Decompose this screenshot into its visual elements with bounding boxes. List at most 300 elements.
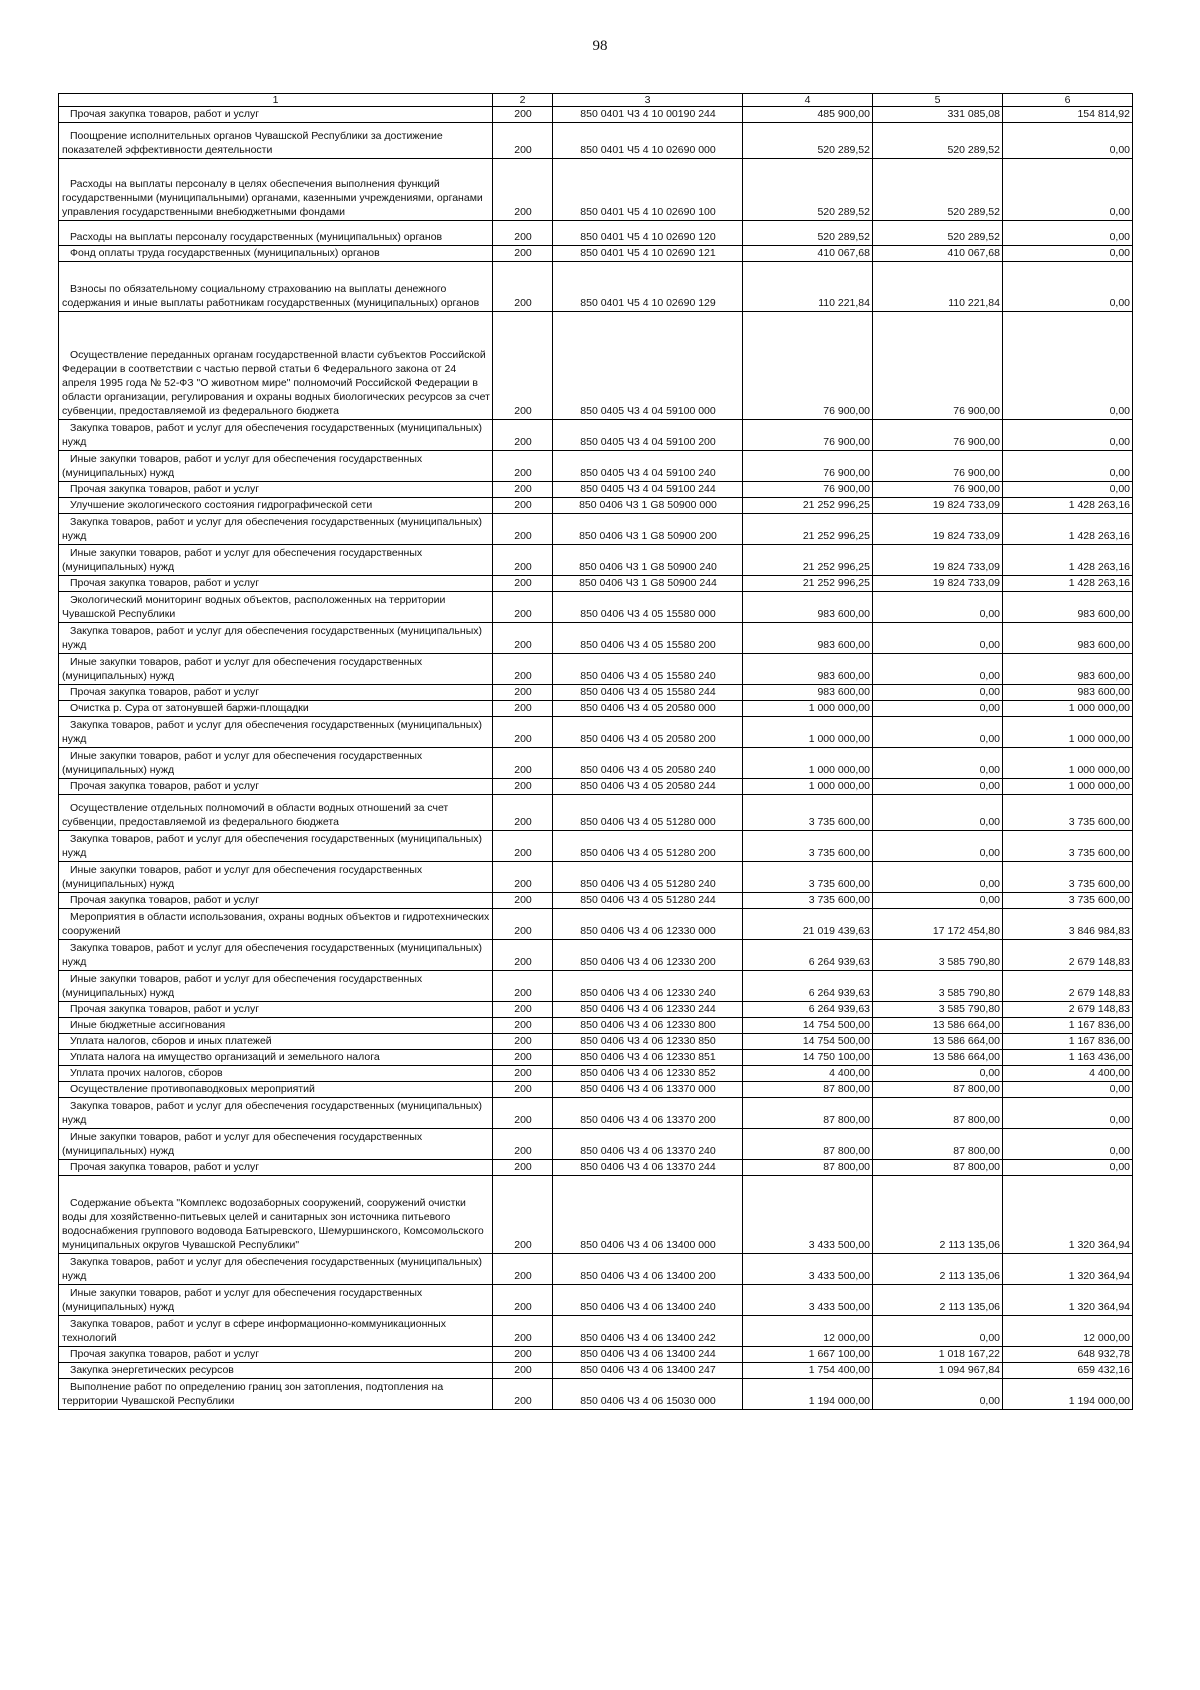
row-plan: 21 252 996,25	[743, 514, 873, 545]
row-kbk: 850 0405 Ч3 4 04 59100 240	[553, 451, 743, 482]
table-row	[59, 1002, 1133, 1018]
budget-table	[58, 93, 1133, 1410]
table-row	[59, 246, 1133, 262]
row-name: Уплата прочих налогов, сборов	[59, 1066, 493, 1082]
row-exec: 0,00	[873, 701, 1003, 717]
row-code: 200	[493, 592, 553, 623]
row-kbk: 850 0406 Ч3 4 06 13400 240	[553, 1285, 743, 1316]
row-name: Прочая закупка товаров, работ и услуг	[59, 107, 493, 123]
row-rest: 1 320 364,94	[1003, 1254, 1133, 1285]
row-kbk: 850 0405 Ч3 4 04 59100 244	[553, 482, 743, 498]
table-row	[59, 312, 1133, 420]
row-plan: 520 289,52	[743, 221, 873, 246]
row-plan: 21 252 996,25	[743, 545, 873, 576]
row-code: 200	[493, 1285, 553, 1316]
row-rest: 1 194 000,00	[1003, 1379, 1133, 1410]
row-plan: 21 252 996,25	[743, 498, 873, 514]
row-kbk: 850 0401 Ч5 4 10 02690 129	[553, 262, 743, 312]
row-rest: 0,00	[1003, 246, 1133, 262]
row-name: Прочая закупка товаров, работ и услуг	[59, 685, 493, 701]
row-plan: 87 800,00	[743, 1098, 873, 1129]
row-kbk: 850 0401 Ч5 4 10 02690 120	[553, 221, 743, 246]
row-exec: 19 824 733,09	[873, 576, 1003, 592]
row-kbk: 850 0406 Ч3 4 05 51280 200	[553, 831, 743, 862]
row-plan: 6 264 939,63	[743, 1002, 873, 1018]
row-name: Прочая закупка товаров, работ и услуг	[59, 482, 493, 498]
row-rest: 983 600,00	[1003, 654, 1133, 685]
table-row	[59, 1379, 1133, 1410]
row-kbk: 850 0406 Ч3 1 G8 50900 244	[553, 576, 743, 592]
table-row	[59, 654, 1133, 685]
row-rest: 1 428 263,16	[1003, 514, 1133, 545]
row-code: 200	[493, 623, 553, 654]
row-name: Расходы на выплаты персоналу государственных (муниципальных) органов	[59, 221, 493, 246]
row-code: 200	[493, 262, 553, 312]
row-code: 200	[493, 795, 553, 831]
row-exec: 2 113 135,06	[873, 1285, 1003, 1316]
row-code: 200	[493, 779, 553, 795]
row-name: Иные бюджетные ассигнования	[59, 1018, 493, 1034]
row-kbk: 850 0406 Ч3 4 05 15580 200	[553, 623, 743, 654]
row-kbk: 850 0406 Ч3 4 05 15580 000	[553, 592, 743, 623]
row-kbk: 850 0405 Ч3 4 04 59100 000	[553, 312, 743, 420]
header-col-6: 6	[1003, 94, 1133, 107]
row-rest: 1 000 000,00	[1003, 748, 1133, 779]
table-row	[59, 1018, 1133, 1034]
row-name: Закупка товаров, работ и услуг для обеспечения государственных (муниципальных) нужд	[59, 1254, 493, 1285]
row-exec: 87 800,00	[873, 1098, 1003, 1129]
row-rest: 3 735 600,00	[1003, 893, 1133, 909]
row-rest: 4 400,00	[1003, 1066, 1133, 1082]
row-exec: 110 221,84	[873, 262, 1003, 312]
row-exec: 0,00	[873, 654, 1003, 685]
row-name: Прочая закупка товаров, работ и услуг	[59, 576, 493, 592]
row-name: Мероприятия в области использования, охраны водных объектов и гидротехнических сооружений	[59, 909, 493, 940]
row-exec: 0,00	[873, 862, 1003, 893]
row-rest: 3 735 600,00	[1003, 831, 1133, 862]
row-code: 200	[493, 545, 553, 576]
header-col-5: 5	[873, 94, 1003, 107]
row-plan: 87 800,00	[743, 1082, 873, 1098]
row-name: Иные закупки товаров, работ и услуг для обеспечения государственных (муниципальных) нужд	[59, 545, 493, 576]
row-exec: 0,00	[873, 1066, 1003, 1082]
row-exec: 17 172 454,80	[873, 909, 1003, 940]
row-code: 200	[493, 717, 553, 748]
table-row	[59, 592, 1133, 623]
table-row	[59, 701, 1133, 717]
row-name: Уплата налогов, сборов и иных платежей	[59, 1034, 493, 1050]
row-name: Содержание объекта "Комплекс водозаборных сооружений, сооружений очистки воды для хозяйственно-питьевых целей и санитарных зон источника питьевого водоснабжения группового водовода Батыревского, Шемуршинского, Комсомольского муниципальных округов Чувашской Республики"	[59, 1176, 493, 1254]
row-rest: 0,00	[1003, 451, 1133, 482]
table-row	[59, 420, 1133, 451]
row-code: 200	[493, 1034, 553, 1050]
row-code: 200	[493, 576, 553, 592]
row-exec: 0,00	[873, 623, 1003, 654]
row-name: Выполнение работ по определению границ зон затопления, подтопления на территории Чувашской Республики	[59, 1379, 493, 1410]
row-kbk: 850 0406 Ч3 4 05 51280 244	[553, 893, 743, 909]
row-rest: 0,00	[1003, 1098, 1133, 1129]
row-plan: 110 221,84	[743, 262, 873, 312]
row-name: Расходы на выплаты персоналу в целях обеспечения выполнения функций государственными (муниципальными) органами, казенными учреждениями, органами управления государственными внебюджетными фондами	[59, 159, 493, 221]
row-exec: 520 289,52	[873, 159, 1003, 221]
row-code: 200	[493, 1082, 553, 1098]
row-kbk: 850 0406 Ч3 4 05 20580 200	[553, 717, 743, 748]
row-kbk: 850 0406 Ч3 4 06 13400 000	[553, 1176, 743, 1254]
row-exec: 87 800,00	[873, 1160, 1003, 1176]
row-code: 200	[493, 159, 553, 221]
row-plan: 983 600,00	[743, 685, 873, 701]
row-kbk: 850 0406 Ч3 1 G8 50900 000	[553, 498, 743, 514]
row-plan: 3 433 500,00	[743, 1285, 873, 1316]
row-rest: 0,00	[1003, 312, 1133, 420]
row-plan: 14 754 500,00	[743, 1018, 873, 1034]
row-exec: 3 585 790,80	[873, 1002, 1003, 1018]
row-kbk: 850 0406 Ч3 4 06 12330 852	[553, 1066, 743, 1082]
row-plan: 76 900,00	[743, 482, 873, 498]
row-code: 200	[493, 312, 553, 420]
table-row	[59, 262, 1133, 312]
row-kbk: 850 0401 Ч5 4 10 02690 121	[553, 246, 743, 262]
row-exec: 19 824 733,09	[873, 498, 1003, 514]
table-row	[59, 159, 1133, 221]
table-row	[59, 482, 1133, 498]
row-kbk: 850 0406 Ч3 4 05 20580 240	[553, 748, 743, 779]
row-code: 200	[493, 123, 553, 159]
row-plan: 76 900,00	[743, 312, 873, 420]
row-kbk: 850 0406 Ч3 4 05 51280 240	[553, 862, 743, 893]
table-row	[59, 862, 1133, 893]
row-name: Экологический мониторинг водных объектов, расположенных на территории Чувашской Республики	[59, 592, 493, 623]
row-rest: 0,00	[1003, 262, 1133, 312]
row-rest: 3 846 984,83	[1003, 909, 1133, 940]
table-row	[59, 1160, 1133, 1176]
row-name: Улучшение экологического состояния гидрографической сети	[59, 498, 493, 514]
row-code: 200	[493, 909, 553, 940]
row-exec: 0,00	[873, 685, 1003, 701]
row-kbk: 850 0406 Ч3 4 06 13370 240	[553, 1129, 743, 1160]
row-plan: 21 019 439,63	[743, 909, 873, 940]
row-exec: 76 900,00	[873, 482, 1003, 498]
table-row	[59, 576, 1133, 592]
row-plan: 1 754 400,00	[743, 1363, 873, 1379]
row-code: 200	[493, 748, 553, 779]
table-row	[59, 795, 1133, 831]
row-plan: 14 754 500,00	[743, 1034, 873, 1050]
row-code: 200	[493, 1160, 553, 1176]
row-exec: 76 900,00	[873, 312, 1003, 420]
row-kbk: 850 0405 Ч3 4 04 59100 200	[553, 420, 743, 451]
row-name: Фонд оплаты труда государственных (муниципальных) органов	[59, 246, 493, 262]
row-rest: 12 000,00	[1003, 1316, 1133, 1347]
row-plan: 520 289,52	[743, 159, 873, 221]
table-row	[59, 971, 1133, 1002]
row-plan: 1 000 000,00	[743, 748, 873, 779]
row-rest: 1 320 364,94	[1003, 1285, 1133, 1316]
row-rest: 0,00	[1003, 1129, 1133, 1160]
row-rest: 1 428 263,16	[1003, 576, 1133, 592]
row-plan: 12 000,00	[743, 1316, 873, 1347]
row-rest: 1 320 364,94	[1003, 1176, 1133, 1254]
page-number: 98	[592, 38, 608, 54]
row-kbk: 850 0406 Ч3 4 06 13400 200	[553, 1254, 743, 1285]
row-code: 200	[493, 420, 553, 451]
table-row	[59, 893, 1133, 909]
row-kbk: 850 0406 Ч3 4 06 13400 244	[553, 1347, 743, 1363]
row-exec: 76 900,00	[873, 451, 1003, 482]
row-exec: 520 289,52	[873, 123, 1003, 159]
row-exec: 0,00	[873, 592, 1003, 623]
row-code: 200	[493, 1066, 553, 1082]
row-exec: 3 585 790,80	[873, 971, 1003, 1002]
row-name: Закупка товаров, работ и услуг для обеспечения государственных (муниципальных) нужд	[59, 940, 493, 971]
row-plan: 3 433 500,00	[743, 1176, 873, 1254]
row-rest: 0,00	[1003, 420, 1133, 451]
row-name: Осуществление противопаводковых мероприятий	[59, 1082, 493, 1098]
row-kbk: 850 0406 Ч3 4 06 12330 200	[553, 940, 743, 971]
row-kbk: 850 0406 Ч3 4 06 12330 240	[553, 971, 743, 1002]
table-row	[59, 748, 1133, 779]
row-plan: 21 252 996,25	[743, 576, 873, 592]
row-rest: 983 600,00	[1003, 685, 1133, 701]
row-code: 200	[493, 831, 553, 862]
row-kbk: 850 0406 Ч3 4 05 20580 244	[553, 779, 743, 795]
row-rest: 648 932,78	[1003, 1347, 1133, 1363]
row-kbk: 850 0401 Ч3 4 10 00190 244	[553, 107, 743, 123]
row-kbk: 850 0406 Ч3 4 06 13370 000	[553, 1082, 743, 1098]
row-kbk: 850 0406 Ч3 4 06 13370 200	[553, 1098, 743, 1129]
row-kbk: 850 0406 Ч3 4 05 20580 000	[553, 701, 743, 717]
row-code: 200	[493, 1363, 553, 1379]
row-name: Иные закупки товаров, работ и услуг для обеспечения государственных (муниципальных) нужд	[59, 451, 493, 482]
table-row	[59, 623, 1133, 654]
row-plan: 3 735 600,00	[743, 893, 873, 909]
row-plan: 3 433 500,00	[743, 1254, 873, 1285]
row-code: 200	[493, 221, 553, 246]
row-code: 200	[493, 685, 553, 701]
row-name: Закупка товаров, работ и услуг в сфере информационно-коммуникационных технологий	[59, 1316, 493, 1347]
row-rest: 2 679 148,83	[1003, 1002, 1133, 1018]
row-plan: 983 600,00	[743, 623, 873, 654]
row-name: Прочая закупка товаров, работ и услуг	[59, 1347, 493, 1363]
row-code: 200	[493, 246, 553, 262]
table-row	[59, 1285, 1133, 1316]
row-code: 200	[493, 1254, 553, 1285]
row-name: Иные закупки товаров, работ и услуг для обеспечения государственных (муниципальных) нужд	[59, 1285, 493, 1316]
table-row	[59, 123, 1133, 159]
row-rest: 1 167 836,00	[1003, 1018, 1133, 1034]
table-row	[59, 1098, 1133, 1129]
table-row	[59, 1129, 1133, 1160]
row-name: Осуществление отдельных полномочий в области водных отношений за счет субвенции, предоставляемой из федерального бюджета	[59, 795, 493, 831]
row-code: 200	[493, 1018, 553, 1034]
row-rest: 3 735 600,00	[1003, 862, 1133, 893]
row-rest: 1 428 263,16	[1003, 545, 1133, 576]
row-exec: 87 800,00	[873, 1129, 1003, 1160]
row-plan: 3 735 600,00	[743, 831, 873, 862]
row-plan: 87 800,00	[743, 1160, 873, 1176]
row-plan: 6 264 939,63	[743, 940, 873, 971]
row-code: 200	[493, 1050, 553, 1066]
row-rest: 0,00	[1003, 1082, 1133, 1098]
row-rest: 0,00	[1003, 1160, 1133, 1176]
row-code: 200	[493, 1176, 553, 1254]
row-name: Закупка товаров, работ и услуг для обеспечения государственных (муниципальных) нужд	[59, 514, 493, 545]
row-rest: 1 428 263,16	[1003, 498, 1133, 514]
row-exec: 0,00	[873, 1316, 1003, 1347]
row-plan: 14 750 100,00	[743, 1050, 873, 1066]
row-rest: 0,00	[1003, 482, 1133, 498]
row-exec: 1 094 967,84	[873, 1363, 1003, 1379]
table-row	[59, 1176, 1133, 1254]
row-exec: 13 586 664,00	[873, 1018, 1003, 1034]
row-exec: 3 585 790,80	[873, 940, 1003, 971]
header-row	[59, 94, 1133, 107]
row-name: Закупка товаров, работ и услуг для обеспечения государственных (муниципальных) нужд	[59, 1098, 493, 1129]
row-name: Прочая закупка товаров, работ и услуг	[59, 893, 493, 909]
row-rest: 0,00	[1003, 159, 1133, 221]
row-rest: 0,00	[1003, 221, 1133, 246]
table-row	[59, 514, 1133, 545]
row-name: Прочая закупка товаров, работ и услуг	[59, 1002, 493, 1018]
row-code: 200	[493, 940, 553, 971]
row-rest: 1 167 836,00	[1003, 1034, 1133, 1050]
row-name: Уплата налога на имущество организаций и земельного налога	[59, 1050, 493, 1066]
table-row	[59, 940, 1133, 971]
header-col-3: 3	[553, 94, 743, 107]
row-kbk: 850 0406 Ч3 4 06 12330 851	[553, 1050, 743, 1066]
row-kbk: 850 0406 Ч3 4 06 13400 247	[553, 1363, 743, 1379]
row-rest: 0,00	[1003, 123, 1133, 159]
row-kbk: 850 0406 Ч3 1 G8 50900 200	[553, 514, 743, 545]
row-name: Закупка товаров, работ и услуг для обеспечения государственных (муниципальных) нужд	[59, 831, 493, 862]
row-exec: 1 018 167,22	[873, 1347, 1003, 1363]
table-row	[59, 1347, 1133, 1363]
row-name: Закупка товаров, работ и услуг для обеспечения государственных (муниципальных) нужд	[59, 420, 493, 451]
row-exec: 0,00	[873, 795, 1003, 831]
row-exec: 0,00	[873, 831, 1003, 862]
table-row	[59, 1050, 1133, 1066]
row-name: Закупка товаров, работ и услуг для обеспечения государственных (муниципальных) нужд	[59, 717, 493, 748]
row-name: Иные закупки товаров, работ и услуг для обеспечения государственных (муниципальных) нужд	[59, 748, 493, 779]
row-name: Закупка энергетических ресурсов	[59, 1363, 493, 1379]
header-col-1: 1	[59, 94, 493, 107]
row-name: Иные закупки товаров, работ и услуг для обеспечения государственных (муниципальных) нужд	[59, 862, 493, 893]
row-exec: 87 800,00	[873, 1082, 1003, 1098]
row-kbk: 850 0406 Ч3 1 G8 50900 240	[553, 545, 743, 576]
header-col-4: 4	[743, 94, 873, 107]
row-code: 200	[493, 1379, 553, 1410]
row-exec: 0,00	[873, 779, 1003, 795]
row-plan: 983 600,00	[743, 654, 873, 685]
row-plan: 1 194 000,00	[743, 1379, 873, 1410]
row-plan: 76 900,00	[743, 451, 873, 482]
table-row	[59, 1034, 1133, 1050]
row-code: 200	[493, 1129, 553, 1160]
row-rest: 2 679 148,83	[1003, 971, 1133, 1002]
row-plan: 76 900,00	[743, 420, 873, 451]
row-name: Закупка товаров, работ и услуг для обеспечения государственных (муниципальных) нужд	[59, 623, 493, 654]
table-row	[59, 1316, 1133, 1347]
table-row	[59, 451, 1133, 482]
row-name: Прочая закупка товаров, работ и услуг	[59, 779, 493, 795]
row-name: Взносы по обязательному социальному страхованию на выплаты денежного содержания и иные выплаты работникам государственных (муниципальных) органов	[59, 262, 493, 312]
table-row	[59, 545, 1133, 576]
table-row	[59, 107, 1133, 123]
row-exec: 2 113 135,06	[873, 1176, 1003, 1254]
row-plan: 1 000 000,00	[743, 779, 873, 795]
table-row	[59, 717, 1133, 748]
table-row	[59, 831, 1133, 862]
row-kbk: 850 0406 Ч3 4 06 13400 242	[553, 1316, 743, 1347]
row-plan: 983 600,00	[743, 592, 873, 623]
row-kbk: 850 0406 Ч3 4 06 12330 244	[553, 1002, 743, 1018]
row-plan: 4 400,00	[743, 1066, 873, 1082]
row-code: 200	[493, 893, 553, 909]
row-code: 200	[493, 1316, 553, 1347]
row-kbk: 850 0406 Ч3 4 05 51280 000	[553, 795, 743, 831]
row-kbk: 850 0406 Ч3 4 06 12330 850	[553, 1034, 743, 1050]
row-exec: 0,00	[873, 748, 1003, 779]
row-name: Иные закупки товаров, работ и услуг для обеспечения государственных (муниципальных) нужд	[59, 654, 493, 685]
row-kbk: 850 0406 Ч3 4 05 15580 240	[553, 654, 743, 685]
row-rest: 659 432,16	[1003, 1363, 1133, 1379]
row-rest: 1 000 000,00	[1003, 717, 1133, 748]
table-row	[59, 498, 1133, 514]
row-code: 200	[493, 1002, 553, 1018]
row-plan: 3 735 600,00	[743, 795, 873, 831]
row-name: Прочая закупка товаров, работ и услуг	[59, 1160, 493, 1176]
row-rest: 1 000 000,00	[1003, 779, 1133, 795]
row-code: 200	[493, 862, 553, 893]
row-exec: 76 900,00	[873, 420, 1003, 451]
row-rest: 983 600,00	[1003, 623, 1133, 654]
row-name: Иные закупки товаров, работ и услуг для обеспечения государственных (муниципальных) нужд	[59, 1129, 493, 1160]
row-code: 200	[493, 498, 553, 514]
row-exec: 410 067,68	[873, 246, 1003, 262]
row-kbk: 850 0401 Ч5 4 10 02690 000	[553, 123, 743, 159]
row-rest: 2 679 148,83	[1003, 940, 1133, 971]
row-code: 200	[493, 107, 553, 123]
row-plan: 485 900,00	[743, 107, 873, 123]
row-exec: 0,00	[873, 1379, 1003, 1410]
row-plan: 87 800,00	[743, 1129, 873, 1160]
row-rest: 983 600,00	[1003, 592, 1133, 623]
row-code: 200	[493, 451, 553, 482]
row-kbk: 850 0401 Ч5 4 10 02690 100	[553, 159, 743, 221]
row-plan: 1 000 000,00	[743, 701, 873, 717]
row-plan: 520 289,52	[743, 123, 873, 159]
row-name: Осуществление переданных органам государственной власти субъектов Российской Федерации в соответствии с частью первой статьи 6 Федерального закона от 24 апреля 1995 года № 52-ФЗ "О животном мире" полномочий Российской Федерации в области организации, регулирования и охраны водных биологических ресурсов за счет субвенции, предоставляемой из федерального бюджета	[59, 312, 493, 420]
row-plan: 1 667 100,00	[743, 1347, 873, 1363]
row-exec: 13 586 664,00	[873, 1050, 1003, 1066]
row-name: Иные закупки товаров, работ и услуг для обеспечения государственных (муниципальных) нужд	[59, 971, 493, 1002]
row-plan: 6 264 939,63	[743, 971, 873, 1002]
table-row	[59, 685, 1133, 701]
header-col-2: 2	[493, 94, 553, 107]
row-exec: 19 824 733,09	[873, 514, 1003, 545]
row-code: 200	[493, 1098, 553, 1129]
row-code: 200	[493, 701, 553, 717]
row-code: 200	[493, 654, 553, 685]
row-exec: 0,00	[873, 717, 1003, 748]
row-code: 200	[493, 1347, 553, 1363]
table-row	[59, 1082, 1133, 1098]
row-exec: 19 824 733,09	[873, 545, 1003, 576]
row-name: Очистка р. Сура от затонувшей баржи-площадки	[59, 701, 493, 717]
row-plan: 410 067,68	[743, 246, 873, 262]
row-rest: 3 735 600,00	[1003, 795, 1133, 831]
row-kbk: 850 0406 Ч3 4 06 12330 800	[553, 1018, 743, 1034]
